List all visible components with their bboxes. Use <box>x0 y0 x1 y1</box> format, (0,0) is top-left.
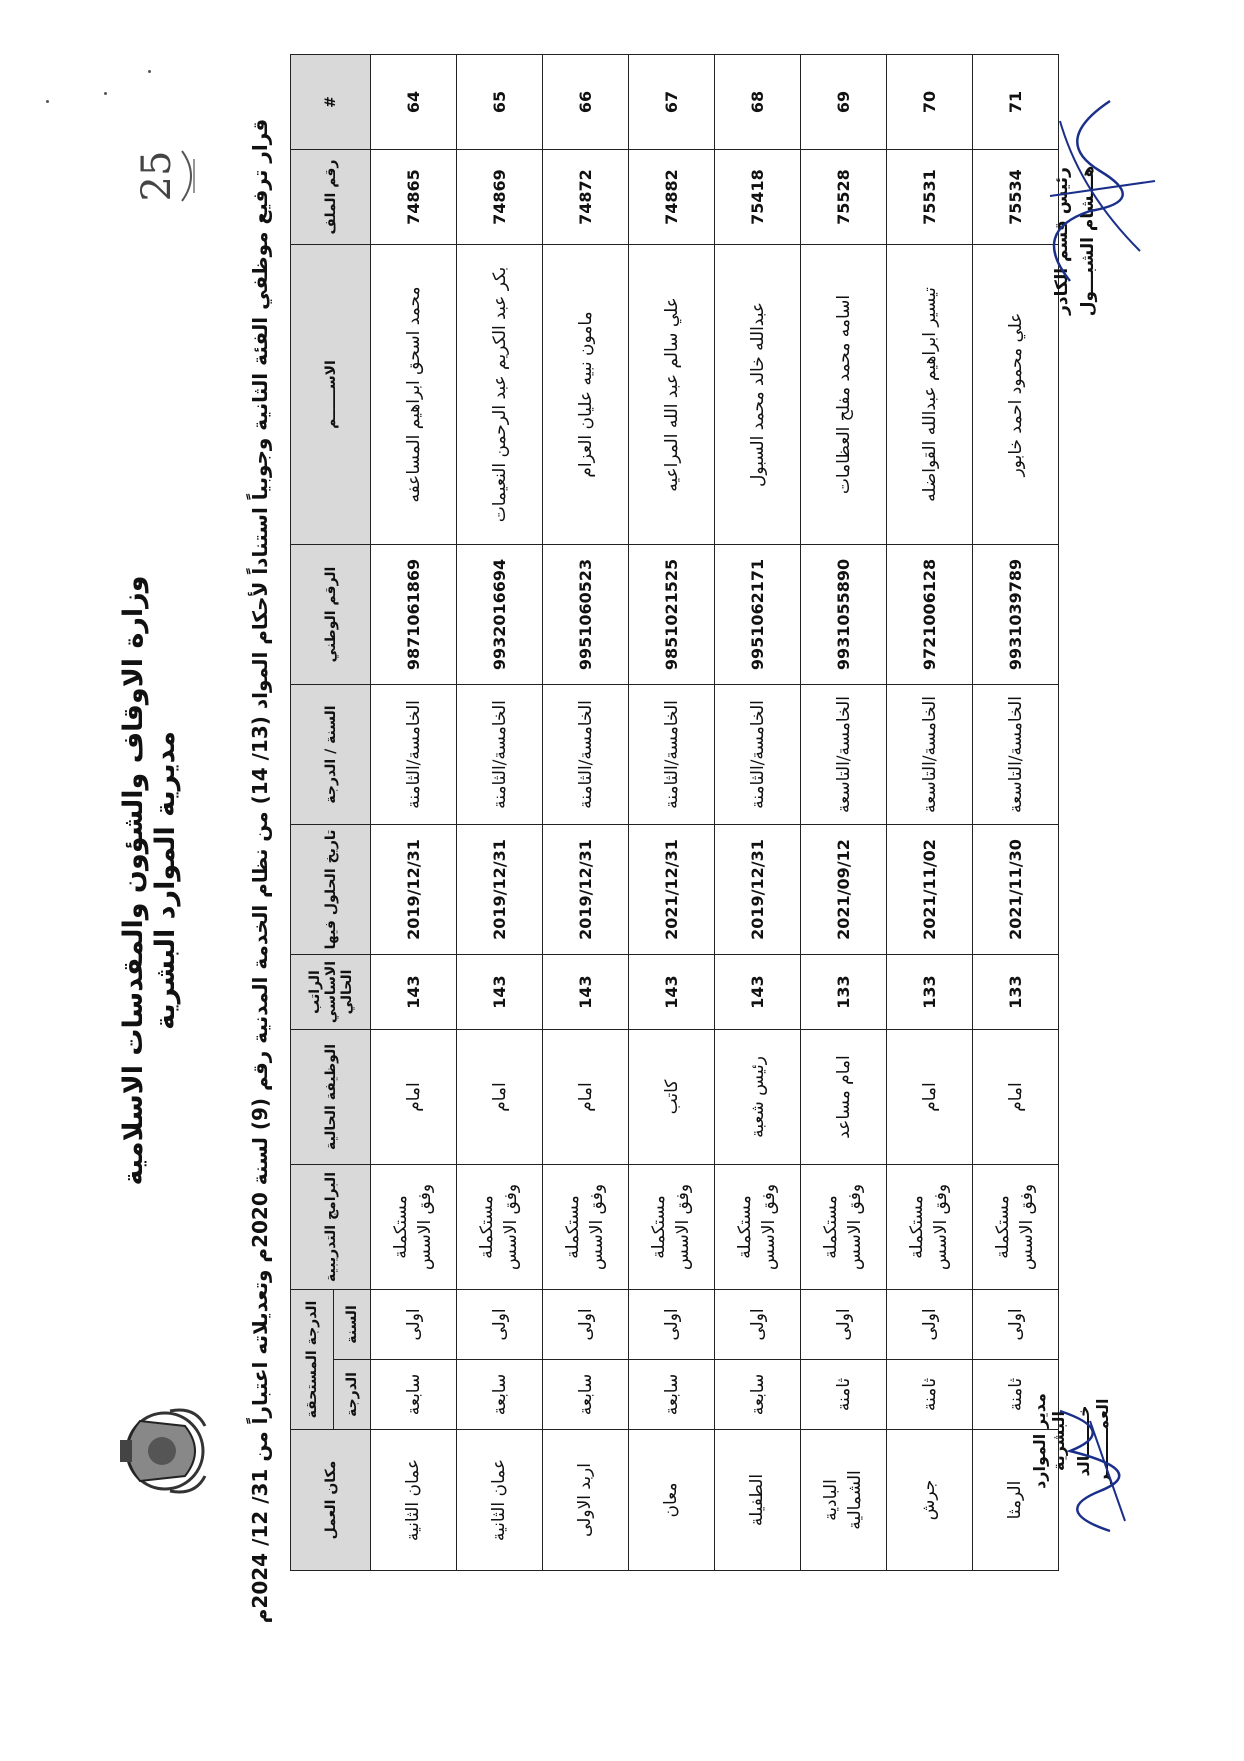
cell-job: امام <box>457 1030 543 1165</box>
cell-index: 64 <box>371 55 457 150</box>
cell-job: امام مساعد <box>801 1030 887 1165</box>
cell-workplace-line: عمان الثانية <box>402 1458 423 1542</box>
cell-programs <box>543 1165 629 1290</box>
cell-salary: 143 <box>457 955 543 1030</box>
cell-workplace-line: البادية <box>820 1479 841 1521</box>
cell-name: مامون نبيه عليان العزام <box>543 245 629 545</box>
cell-programs-line: مستكملة <box>562 1195 583 1259</box>
cell-workplace-line: اربد الاولى <box>574 1463 595 1537</box>
cell-programs <box>801 1165 887 1290</box>
cell-index: 70 <box>887 55 973 150</box>
header-name: الاســــــم <box>291 245 371 545</box>
cell-programs <box>715 1165 801 1290</box>
header-entitled: الدرجة المستحقة <box>291 1290 334 1430</box>
cell-salary: 133 <box>887 955 973 1030</box>
cell-programs-line: وفق الاسس <box>586 1183 607 1271</box>
table-row <box>629 55 715 1571</box>
cell-entitled-grade: سابعة <box>543 1360 629 1430</box>
table-body <box>371 55 1059 1571</box>
cell-salary: 133 <box>973 955 1059 1030</box>
decision-title: قرار ترفيع موظفي الفئة الثانية وجوبياً استناداً لأحكام المواد (13/ 14) من نظام الخدمة المدنية رقم (9) لسنة 2020م وتعديلاته اعتباراً من 31/ 12/ 2024م <box>248 118 272 1624</box>
promotion-table <box>290 54 1059 1571</box>
cell-national-id: 9851021525 <box>629 545 715 685</box>
cell-programs <box>457 1165 543 1290</box>
cell-year-grade: الخامسة/التاسعة <box>801 685 887 825</box>
cell-name: بكر عبد الكريم عبد الرحمن النعيمات <box>457 245 543 545</box>
cell-programs <box>371 1165 457 1290</box>
header-workplace: مكان العمل <box>291 1430 371 1571</box>
header-programs: البرامج التدريبية <box>291 1165 371 1290</box>
cell-programs-line: مستكملة <box>992 1195 1013 1259</box>
cell-programs-line: وفق الاسس <box>1016 1183 1037 1271</box>
cell-job: امام <box>973 1030 1059 1165</box>
header-salary: الراتب الاساسي الحالي <box>291 955 371 1030</box>
cell-programs-line: وفق الاسس <box>930 1183 951 1271</box>
cell-date: 2021/11/02 <box>887 825 973 955</box>
table-row <box>715 55 801 1571</box>
cell-entitled-grade: سابعة <box>715 1360 801 1430</box>
cell-name: محمد اسحق ابراهيم المساعفه <box>371 245 457 545</box>
cell-year-grade: الخامسة/الثامنة <box>715 685 801 825</box>
cell-year-grade: الخامسة/الثامنة <box>629 685 715 825</box>
cell-programs <box>887 1165 973 1290</box>
cell-salary: 133 <box>801 955 887 1030</box>
speck <box>148 70 151 73</box>
cadre-head-title: رئيس قسم الكادر <box>1052 167 1072 315</box>
cell-file-no: 74869 <box>457 150 543 245</box>
cell-job: امام <box>887 1030 973 1165</box>
cell-file-no: 75534 <box>973 150 1059 245</box>
header-index: # <box>291 55 371 150</box>
cell-date: 2021/12/31 <box>629 825 715 955</box>
cell-national-id: 9931055890 <box>801 545 887 685</box>
cell-entitled-grade: ثامنة <box>887 1360 973 1430</box>
cadre-head-handwritten-signature <box>1040 91 1160 291</box>
cell-workplace-line: الشمالية <box>844 1470 865 1530</box>
speck <box>104 92 107 95</box>
cell-entitled-year: اولى <box>973 1290 1059 1360</box>
cell-entitled-year: اولى <box>629 1290 715 1360</box>
cell-date: 2019/12/31 <box>457 825 543 955</box>
cell-date: 2021/09/12 <box>801 825 887 955</box>
cell-job: امام <box>371 1030 457 1165</box>
cell-date: 2019/12/31 <box>715 825 801 955</box>
table-row <box>801 55 887 1571</box>
cell-workplace <box>371 1430 457 1571</box>
cell-workplace <box>887 1430 973 1571</box>
cell-date: 2021/11/30 <box>973 825 1059 955</box>
cell-entitled-year: اولى <box>887 1290 973 1360</box>
cell-index: 66 <box>543 55 629 150</box>
promotion-table-wrapper <box>290 55 1059 1571</box>
cell-programs-line: وفق الاسس <box>844 1183 865 1271</box>
svg-text:25: 25 <box>134 150 180 202</box>
cell-file-no: 74872 <box>543 150 629 245</box>
table-row <box>371 55 457 1571</box>
cell-programs-line: مستكملة <box>906 1195 927 1259</box>
cell-national-id: 9931039789 <box>973 545 1059 685</box>
cell-name: علي سالم عبد الله المراعيه <box>629 245 715 545</box>
header-file-no: رقم الملف <box>291 150 371 245</box>
cell-workplace-line: عمان الثانية <box>488 1458 509 1542</box>
cell-programs-line: مستكملة <box>648 1195 669 1259</box>
cell-name: عبدالله خالد محمد السبول <box>715 245 801 545</box>
cell-index: 65 <box>457 55 543 150</box>
cell-index: 69 <box>801 55 887 150</box>
cell-file-no: 75418 <box>715 150 801 245</box>
cell-national-id: 9951060523 <box>543 545 629 685</box>
cell-year-grade: الخامسة/التاسعة <box>973 685 1059 825</box>
cell-programs-line: وفق الاسس <box>414 1183 435 1271</box>
directorate-name: مديرية الموارد البشرية <box>150 731 181 1030</box>
cell-workplace-line: الطفيلة <box>746 1473 767 1527</box>
cell-salary: 143 <box>629 955 715 1030</box>
cell-file-no: 75531 <box>887 150 973 245</box>
cell-entitled-year: اولى <box>801 1290 887 1360</box>
cell-national-id: 9871061869 <box>371 545 457 685</box>
header-job: الوظيفة الحالية <box>291 1030 371 1165</box>
speck <box>46 100 49 103</box>
cell-programs-line: وفق الاسس <box>758 1183 779 1271</box>
cell-entitled-year: اولى <box>543 1290 629 1360</box>
cell-entitled-grade: ثامنة <box>973 1360 1059 1430</box>
hr-director-title: مدير الموارد البشرية <box>1030 1393 1068 1489</box>
cell-salary: 143 <box>543 955 629 1030</box>
cell-year-grade: الخامسة/الثامنة <box>457 685 543 825</box>
cell-programs <box>973 1165 1059 1290</box>
hr-director-handwritten-signature <box>1030 1391 1140 1551</box>
header-entitled-year: السنة <box>334 1290 371 1360</box>
cell-national-id: 9721006128 <box>887 545 973 685</box>
hr-director-name: خـــــــالد العمــــــــر <box>1074 1398 1112 1484</box>
cell-file-no: 74865 <box>371 150 457 245</box>
cell-programs-line: وفق الاسس <box>672 1183 693 1271</box>
cell-year-grade: الخامسة/الثامنة <box>371 685 457 825</box>
header-national-id: الرقم الوطني <box>291 545 371 685</box>
cell-programs <box>629 1165 715 1290</box>
cell-workplace-line: الرمثا <box>1004 1480 1025 1520</box>
table-row <box>543 55 629 1571</box>
cell-workplace <box>543 1430 629 1571</box>
cell-programs-line: وفق الاسس <box>500 1183 521 1271</box>
cell-date: 2019/12/31 <box>543 825 629 955</box>
header-year-grade: السنة / الدرجة <box>291 685 371 825</box>
cell-workplace <box>801 1430 887 1571</box>
header-entitled-grade: الدرجة <box>334 1360 371 1430</box>
cell-entitled-grade: سابعة <box>371 1360 457 1430</box>
cell-name: اسامه محمد مفلح العظامات <box>801 245 887 545</box>
table-row <box>457 55 543 1571</box>
cell-job: كاتب <box>629 1030 715 1165</box>
cell-index: 71 <box>973 55 1059 150</box>
cell-workplace <box>715 1430 801 1571</box>
cell-year-grade: الخامسة/التاسعة <box>887 685 973 825</box>
cell-workplace-line: معان <box>660 1482 681 1518</box>
cell-file-no: 74882 <box>629 150 715 245</box>
header-date: تاريخ الحلول فيها <box>291 825 371 955</box>
cell-programs-line: مستكملة <box>390 1195 411 1259</box>
cell-workplace <box>457 1430 543 1571</box>
cell-entitled-year: اولى <box>715 1290 801 1360</box>
cell-job: رئيس شعبة <box>715 1030 801 1165</box>
cell-name: علي محمود احمد خابور <box>973 245 1059 545</box>
table-row <box>887 55 973 1571</box>
cadre-head-name: هـــشام الشبـــول <box>1078 165 1098 317</box>
cell-salary: 143 <box>715 955 801 1030</box>
cell-job: امام <box>543 1030 629 1165</box>
cell-programs-line: مستكملة <box>734 1195 755 1259</box>
cell-workplace-line: جرش <box>918 1479 939 1521</box>
cell-date: 2019/12/31 <box>371 825 457 955</box>
cell-entitled-grade: سابعة <box>629 1360 715 1430</box>
cell-index: 68 <box>715 55 801 150</box>
ministry-name: وزارة الاوقاف والشؤون والمقدسات الاسلامية <box>118 575 149 1186</box>
cell-entitled-grade: سابعة <box>457 1360 543 1430</box>
cell-year-grade: الخامسة/الثامنة <box>543 685 629 825</box>
cell-programs-line: مستكملة <box>476 1195 497 1259</box>
cell-programs-line: مستكملة <box>820 1195 841 1259</box>
cell-entitled-year: اولى <box>371 1290 457 1360</box>
cell-national-id: 9932016694 <box>457 545 543 685</box>
cell-national-id: 9951062171 <box>715 545 801 685</box>
cell-entitled-grade: ثامنة <box>801 1360 887 1430</box>
cell-index: 67 <box>629 55 715 150</box>
cell-file-no: 75528 <box>801 150 887 245</box>
cell-workplace <box>629 1430 715 1571</box>
cell-entitled-year: اولى <box>457 1290 543 1360</box>
cell-salary: 143 <box>371 955 457 1030</box>
cell-name: تيسير ابراهيم عبدالله القواضله <box>887 245 973 545</box>
